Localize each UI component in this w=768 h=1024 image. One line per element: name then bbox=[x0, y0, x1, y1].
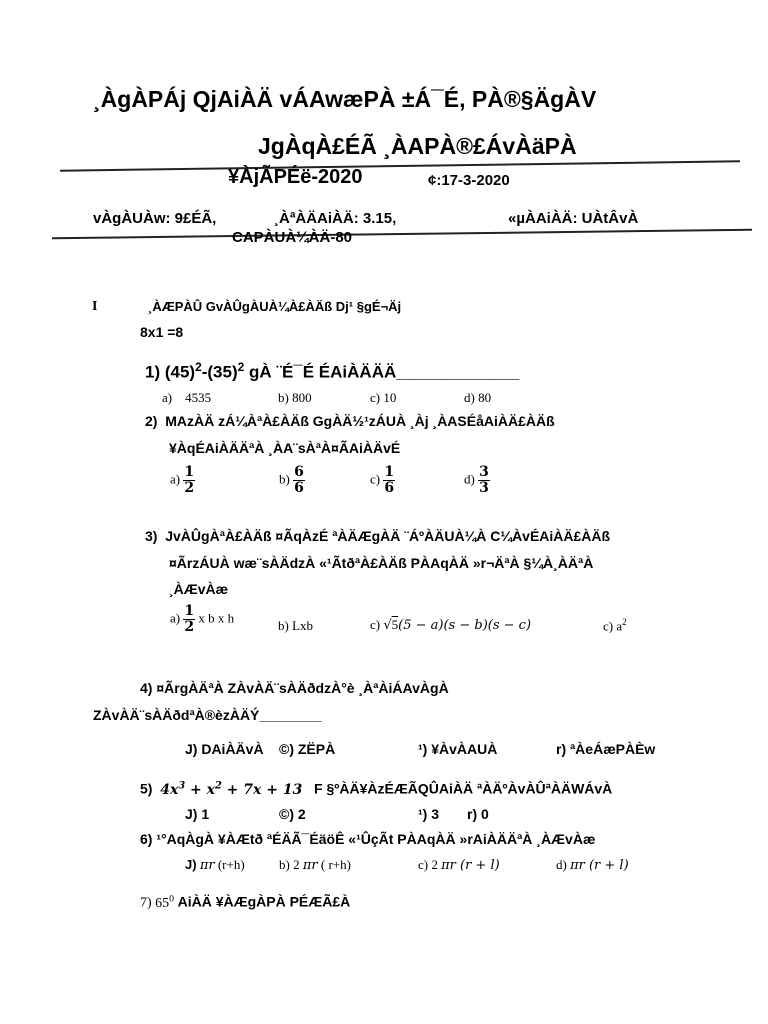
q6-option-c[interactable]: c) 2 πr (r + l) bbox=[418, 857, 500, 873]
header-divider bbox=[60, 160, 740, 171]
subject-label: «µÀAiÀÄ: UÀtÂvÀ bbox=[508, 210, 639, 227]
q4-option-a[interactable]: J) DAiÀÄvÀ bbox=[185, 741, 264, 757]
exam-title: JgÀqÀ£ÉÃ ¸ÀAPÀ®£ÁvÀäPÀ bbox=[258, 133, 577, 159]
section-instruction: ¸ÀÆPÀÛ GvÀÛgÀUÀ¼À£ÀÄß Dj¹ §gÉ¬Äj bbox=[148, 299, 402, 314]
q5-option-a[interactable]: J) 1 bbox=[185, 806, 210, 822]
q2-option-d[interactable]: d) $\frac{3}{3}$ bbox=[464, 464, 489, 496]
question-2-line1: 2) MAzÀÄ zÁ¼ÀªÀ£ÀÄß GgÀÄ½¹zÁUÀ ¸Àj ¸ÀASÉåAiÀÄ£ÀÄß bbox=[145, 413, 555, 429]
question-number: 1) bbox=[145, 362, 161, 382]
school-title: ¸ÀgÀPÁj QjAiÀÄ vÁAwæPÀ ±Á¯É, PÀ®§ÄgÀV bbox=[93, 86, 597, 112]
q5-option-c[interactable]: ¹) 3 bbox=[418, 806, 439, 822]
question-6: 6) ¹°AqÀgÀ ¥ÀÆtð ªÉÄÃ¯ÉäöÊ «¹ÛçÃt PÀAqÀÄ »rAiÀÄÄªÀ ¸ÀÆvÀæ bbox=[140, 831, 596, 847]
exam-date: ¢:17-3-2020 bbox=[428, 172, 510, 189]
question-4-line1: 4) ¤ÃrgÀÄªÀ ZÀvÀÄ¨sÀÄðdzÀ°è ¸ÀªÀiÁAvÀgÀ bbox=[140, 680, 449, 696]
q3-option-a[interactable]: a) $\frac{1}{2}$ x b x h bbox=[170, 603, 235, 635]
q3-option-c[interactable]: c) √5(5 − a)(s − b)(s − c) bbox=[370, 617, 532, 633]
question-1: 1) $(45)^2-(35)^2$ gÀ ¨É¯É ÉAiÀÄÄÄ_____________ bbox=[145, 360, 520, 382]
question-7: 7) $65^0$ AiÀÄ ¥ÀÆgÀPÀ PÉÆÃ£À bbox=[140, 893, 351, 911]
q6-option-a[interactable]: J) πr (r+h) bbox=[185, 857, 245, 873]
q5-option-b[interactable]: ©) 2 bbox=[279, 806, 306, 822]
q4-option-b[interactable]: ©) ZËPÀ bbox=[279, 741, 336, 757]
q6-option-d[interactable]: d) πr (r + l) bbox=[556, 857, 629, 873]
section-number: I bbox=[92, 299, 98, 314]
q4-option-d[interactable]: r) ªÀeÁæPÀÈw bbox=[556, 741, 656, 757]
q3-option-b[interactable]: b) Lxb bbox=[278, 618, 314, 633]
q4-option-c[interactable]: ¹) ¥ÀvÀAUÀ bbox=[418, 741, 498, 757]
q2-option-b[interactable]: b) $\frac{6}{6}$ bbox=[279, 464, 304, 496]
max-marks: CAPÀUÀ¼ÀÄ-80 bbox=[232, 229, 353, 246]
q3-option-d[interactable]: c) $a^2$ bbox=[603, 617, 627, 634]
question-5: 5) $4x^3 + x^2 + 7x + 13$ F §ºÀÄ¥ÀzÉÆÃQÛAiÀÄ ªÀÄºÀvÀÛªÀÄWÁvÀ bbox=[140, 780, 613, 798]
subheader-divider bbox=[52, 229, 752, 240]
q6-option-b[interactable]: b) 2 πr ( r+h) bbox=[279, 857, 351, 873]
q1-option-a[interactable]: a) 4535 bbox=[162, 390, 212, 405]
question-3-line2: ¤ÃrzÁUÀ wæ¨sÀÄdzÀ «¹ÃtðªÀ£ÀÄß PÀAqÀÄ »r¬ÄªÀ §¼À¸ÀÄªÀ bbox=[169, 555, 594, 571]
exam-year: ¥ÀjÃPÉë-2020 bbox=[228, 166, 363, 188]
question-3-line3: ¸ÀÆvÀæ bbox=[169, 581, 229, 597]
q1-option-b[interactable]: b) 800 bbox=[278, 390, 312, 405]
q2-option-c[interactable]: c) $\frac{1}{6}$ bbox=[370, 464, 395, 496]
question-3-line1: 3) JvÀÛgÀªÀ£ÀÄß ¤ÃqÀzÉ ªÀÄÆgÀÄ ¨ÁºÀÄUÀ¼À C¼ÀvÉAiÀÄ£ÀÄß bbox=[145, 528, 611, 544]
q1-option-d[interactable]: d) 80 bbox=[464, 390, 492, 405]
section-marks: 8x1 =8 bbox=[140, 324, 184, 340]
q1-option-c[interactable]: c) 10 bbox=[370, 390, 397, 405]
question-4-line2: ZÀvÀÄ¨sÀÄðdªÀ®èzÀÄÝ________ bbox=[93, 707, 322, 723]
time-label: ¸ÀªÀÄAiÀÄ: 3.15, bbox=[274, 210, 397, 227]
class-label: vÀgÀUÀw: 9£ÉÃ, bbox=[93, 210, 217, 227]
q2-option-a[interactable]: a) $\frac{1}{2}$ bbox=[170, 464, 195, 496]
q5-option-d[interactable]: r) 0 bbox=[467, 806, 489, 822]
question-2-line2: ¥ÀqÉAiÀÄÄªÀ ¸ÀA¨sÀªÀ¤ÃAiÀÄvÉ bbox=[169, 440, 401, 456]
